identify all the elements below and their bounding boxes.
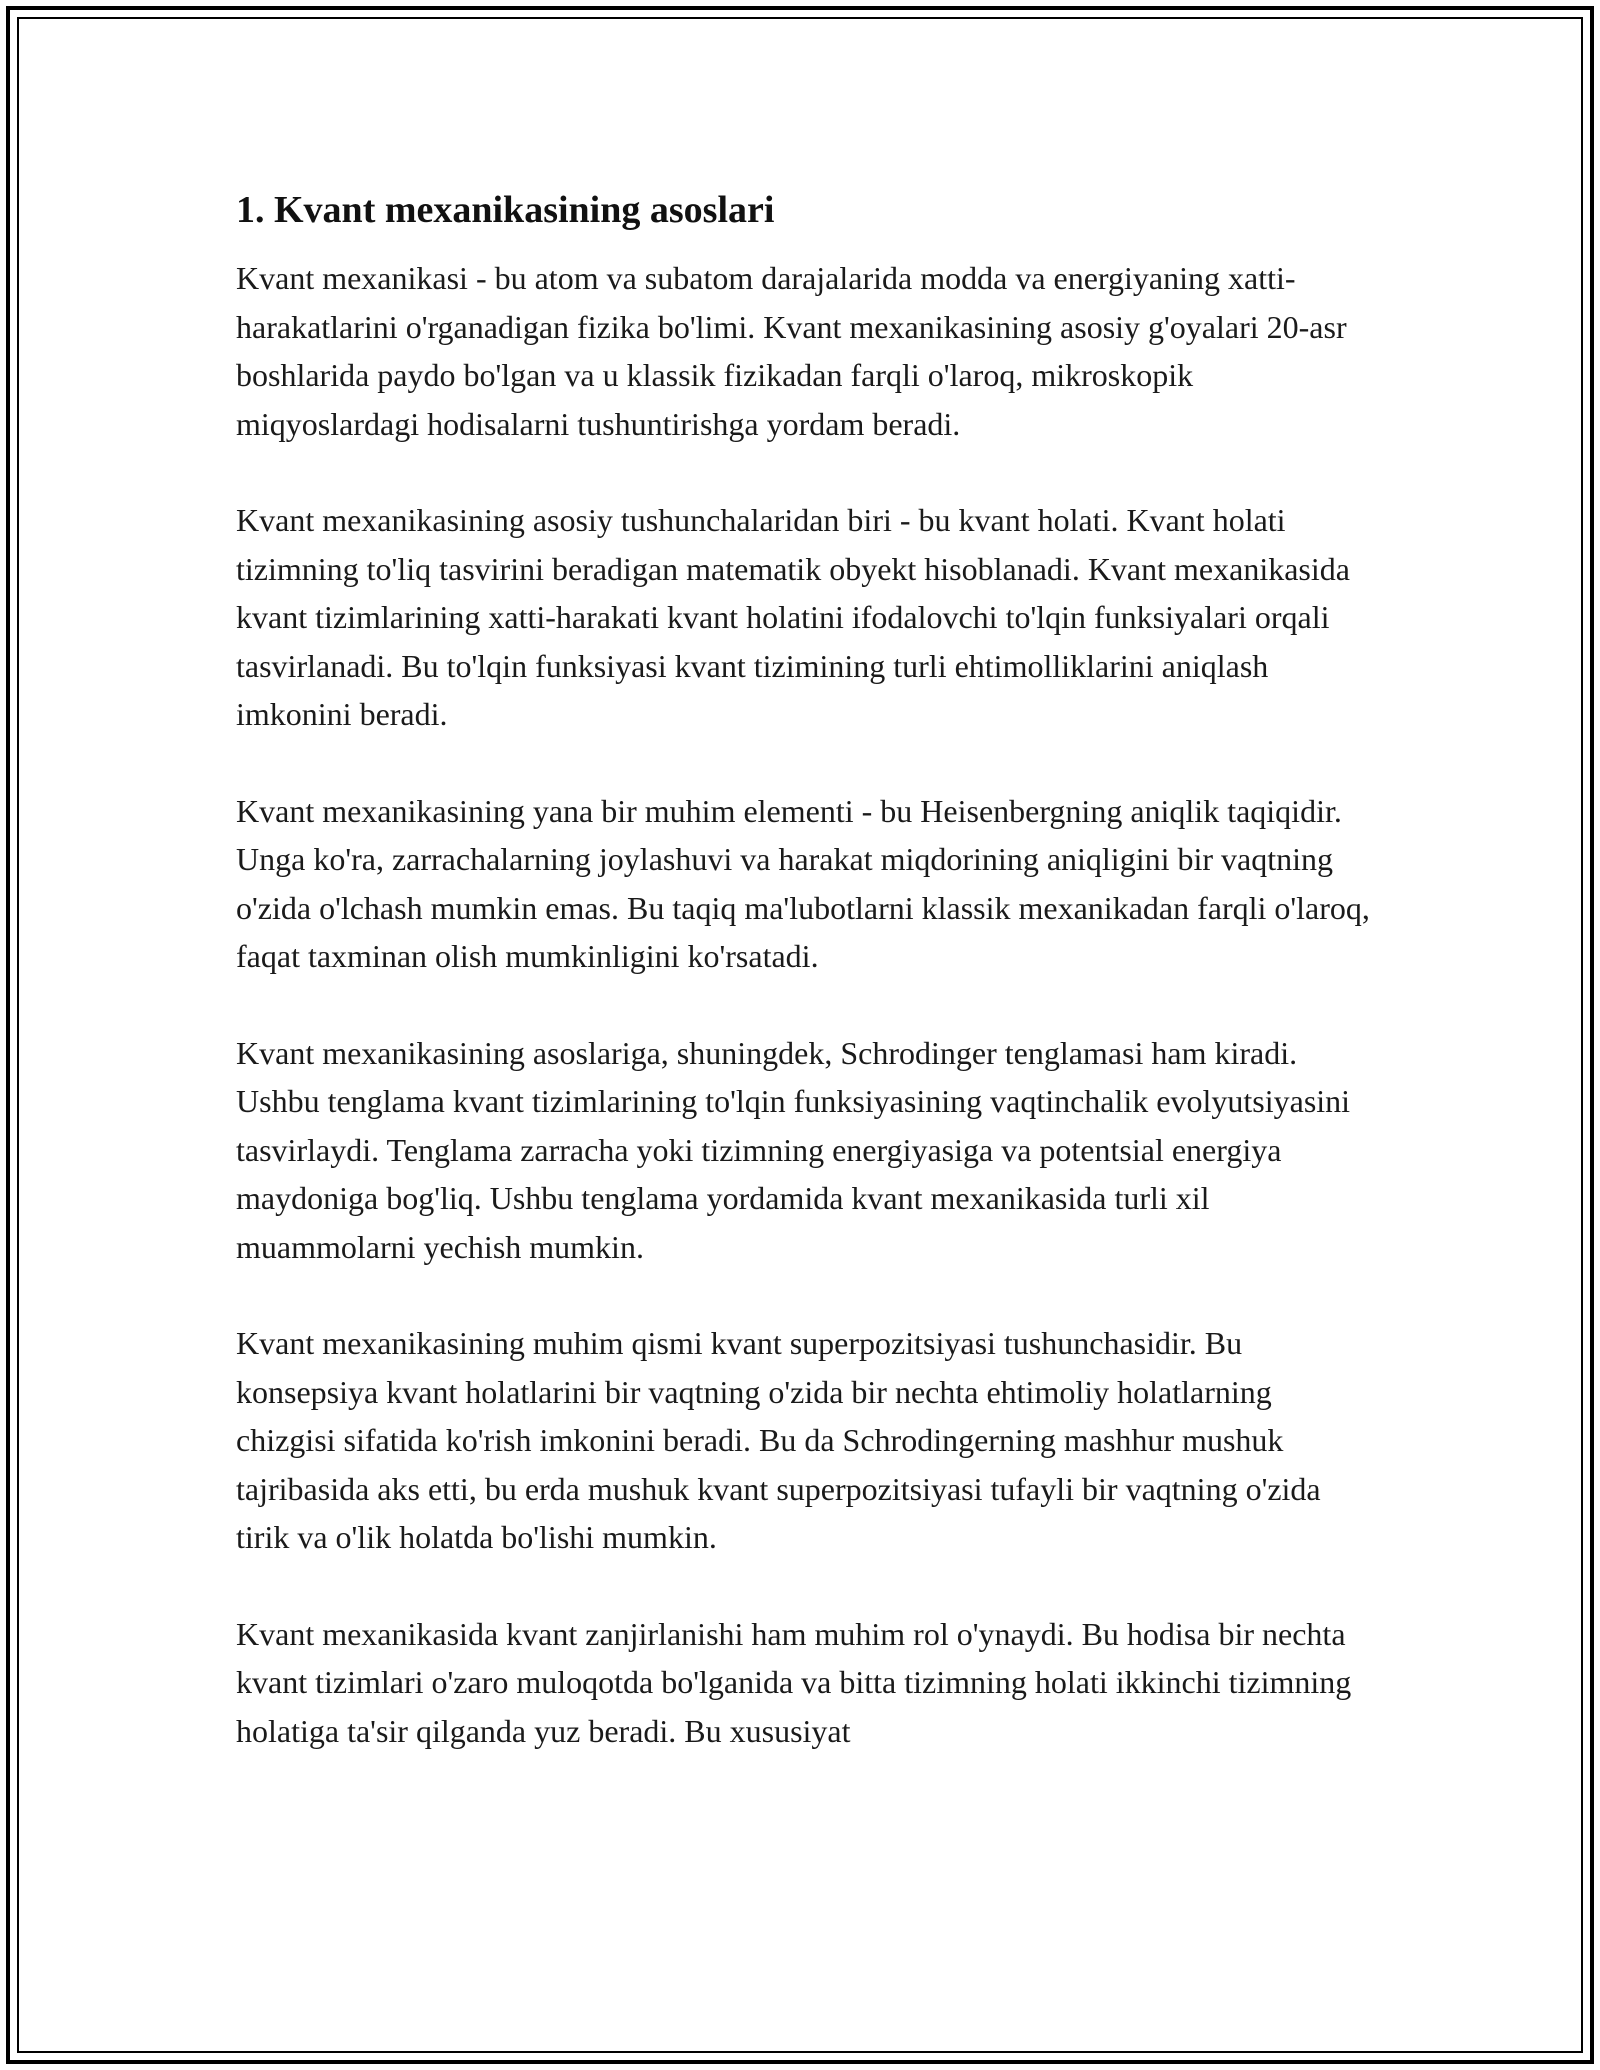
paragraph-6: Kvant mexanikasida kvant zanjirlanishi ham muhim rol o'ynaydi. Bu hodisa bir nechta kvant tizimlari o'zaro muloqotda bo'lganida va bitta tizimning holati ikkinchi tizimning holatiga ta'sir qilganda yuz beradi. Bu xususiyat [236,1615,1352,1749]
paragraph-4: Kvant mexanikasining asoslariga, shuningdek, Schrodinger tenglamasi ham kiradi. Ushbu tenglama kvant tizimlarining to'lqin funksiyasining vaqtinchalik evolyutsiyasini tasvirlaydi. Tenglama zarracha yoki tizimning energiyasiga va potentsial energiya maydoniga bog'liq. Ushbu tenglama yordamida kvant mexanikasida turli xil muammolarni yechish mumkin. [236,1034,1351,1265]
paragraph-1: Kvant mexanikasi - bu atom va subatom darajalarida modda va energiyaning xatti-harakatlarini o'rganadigan fizika bo'limi. Kvant mexanikasining asosiy g'oyalari 20-asr boshlarida paydo bo'lgan va u klassik fizikadan farqli o'laroq, mikroskopik miqyoslardagi hodisalarni tushuntirishga yordam beradi. [236,260,1347,442]
section-heading: 1. Kvant mexanikasining asoslari [236,189,775,231]
paragraph-3: Kvant mexanikasining yana bir muhim elementi - bu Heisenbergning aniqlik taqiqidir. Unga ko'ra, zarrachalarning joylashuvi va harakat miqdorining aniqligini bir vaqtning o'zida o'lchash mumkin emas. Bu taqiq ma'lubotlarni klassik mexanikadan farqli o'laroq, faqat taxminan olish mumkinligini ko'rsatadi. [236,792,1370,974]
paragraph-2: Kvant mexanikasining asosiy tushunchalaridan biri - bu kvant holati. Kvant holati tizimning to'liq tasvirini beradigan matematik obyekt hisoblanadi. Kvant mexanikasida kvant tizimlarining xatti-harakati kvant holatini ifodalovchi to'lqin funksiyalari orqali tasvirlanadi. Bu to'lqin funksiyasi kvant tizimining turli ehtimolliklarini aniqlash imkonini beradi. [236,502,1350,732]
paragraph-5: Kvant mexanikasining muhim qismi kvant superpozitsiyasi tushunchasidir. Bu konsepsiya kvant holatlarini bir vaqtning o'zida bir nechta ehtimoliy holatlarning chizgisi sifatida ko'rish imkonini beradi. Bu da Schrodingerning mashhur mushuk tajribasida aks etti, bu erda mushuk kvant superpozitsiyasi tufayli bir vaqtning o'zida tirik va o'lik holatda bo'lishi mumkin. [236,1325,1321,1555]
document-body [236,186,1376,1803]
